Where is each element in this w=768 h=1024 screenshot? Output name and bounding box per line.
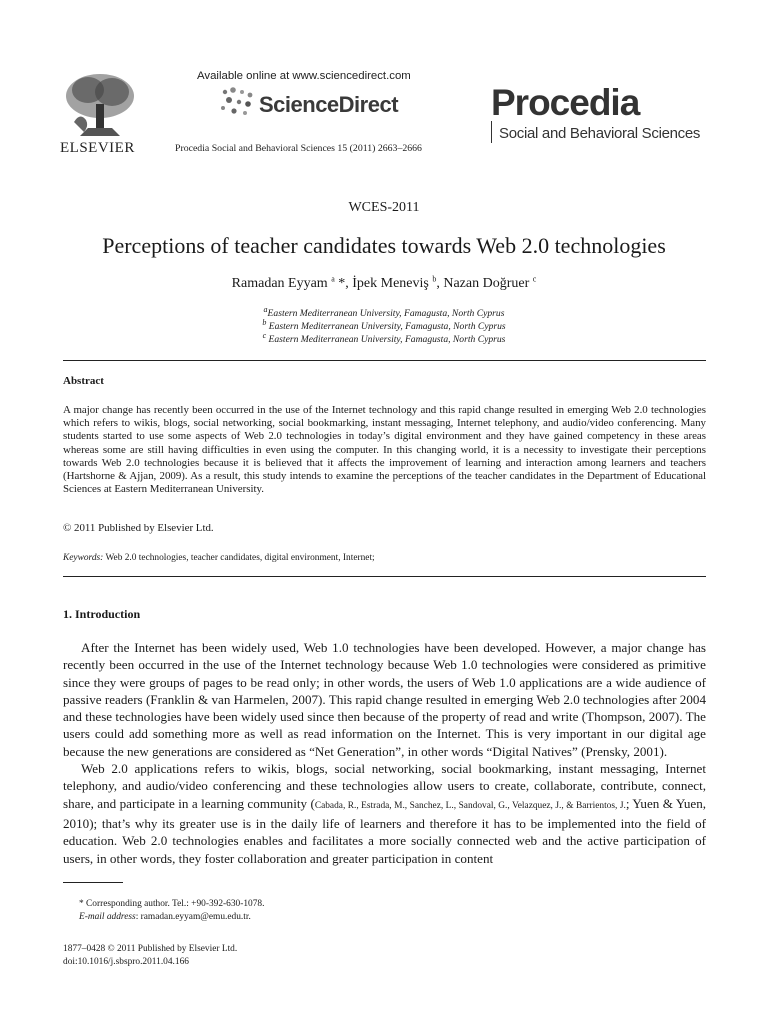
corresponding-author: * Corresponding author. Tel.: +90-392-630-1078. bbox=[79, 899, 265, 909]
keywords-label: Keywords: bbox=[63, 553, 104, 563]
author-list bbox=[0, 276, 768, 292]
keywords-text: Web 2.0 technologies, teacher candidates, digital environment, Internet; bbox=[103, 553, 375, 563]
author-corresponding-mark: *, bbox=[334, 276, 353, 291]
available-online: Available online at www.sciencedirect.com bbox=[197, 70, 411, 82]
sciencedirect-logo: ScienceDirect bbox=[259, 92, 399, 117]
abstract-heading: Abstract bbox=[63, 375, 104, 387]
paragraph: After the Internet has been widely used, Web 1.0 technologies have been developed. However, a major change has recently been occurred in the use of the Internet technology because Web 1.0 technologies were considered as primitive since they were groups of pages to be read only; in other words, the users of Web 1.0 applications are a wide audience of passive readers (Franklin & van Harmelen, 2007). This rapid change resulted in emerging Web 2.0 technologies after 2004 and these technologies have been widely used since then because of the property of read and write (Thompson, 2007). The users could add something more as well as read information on the Internet. This is very important in our digital age because the new generations are considered as “Net Generation”, in other words “Digital Natives” (Prensky, 2001). bbox=[63, 640, 706, 759]
author-affiliation-mark: a bbox=[331, 274, 335, 284]
section-body bbox=[63, 639, 706, 867]
procedia-logo: Procedia bbox=[491, 82, 640, 123]
page-footer bbox=[63, 943, 237, 969]
author-affiliation-mark: b bbox=[432, 274, 437, 284]
footnote-rule bbox=[63, 882, 123, 883]
journal-reference: Procedia Social and Behavioral Sciences 15 (2011) 2663–2666 bbox=[175, 143, 422, 154]
author-name: Ramadan Eyyam bbox=[231, 276, 332, 291]
footnote bbox=[79, 898, 264, 924]
citation: Cabada, R., Estrada, M., Sanchez, L., Sandoval, G., Velazquez, J., & Barrientos, J. bbox=[314, 800, 626, 811]
email-line bbox=[79, 911, 264, 924]
divider bbox=[63, 360, 706, 361]
affiliation-line: $^b$ Eastern Mediterranean University, Famagusta, North Cyprus bbox=[262, 317, 506, 332]
procedia-vertical-rule bbox=[491, 121, 492, 143]
author-affiliation-mark: c bbox=[532, 274, 537, 284]
affiliation-line: $^c$ Eastern Mediterranean University, Famagusta, North Cyprus bbox=[262, 330, 506, 345]
email-address: : ramadan.eyyam@emu.edu.tr. bbox=[135, 912, 251, 922]
affiliations bbox=[0, 304, 768, 346]
elsevier-tree-logo bbox=[60, 70, 140, 140]
abstract-copyright: © 2011 Published by Elsevier Ltd. bbox=[63, 522, 214, 534]
issn-line: 1877–0428 © 2011 Published by Elsevier Ltd. bbox=[63, 944, 238, 954]
elsevier-logo: ELSEVIER bbox=[60, 140, 135, 156]
procedia-subtitle: Social and Behavioral Sciences bbox=[499, 125, 701, 142]
email-label: E-mail address bbox=[79, 912, 136, 922]
abstract-text: A major change has recently been occurred in the use of the Internet technology and this rapid change resulted in emerging Web 2.0 technologies which refers to wikis, blogs, social networking, social bookmarking, instant messaging, Internet telephony, and audio/video conferencing. Many students started to use some aspects of Web 2.0 technologies in today’s digital environment and they have gained competency in these areas whereas some are still having difficulties in even using the computer. In this changing world, it is a necessity to investigate their perceptions towards Web 2.0 technologies because it is believed that it affects the improvement of learning and interaction among learners and teachers (Hartshorne & Ajjan, 2009). As a result, this study intends to examine the perceptions of the teacher candidates in the Department of Educational Sciences at Eastern Mediterranean University. bbox=[63, 404, 706, 496]
paper-title: Perceptions of teacher candidates towards Web 2.0 technologies bbox=[102, 233, 666, 258]
author-separator: , bbox=[436, 276, 444, 291]
author-name: Nazan Doğruer bbox=[443, 276, 533, 291]
divider bbox=[63, 576, 706, 577]
conference-name: WCES-2011 bbox=[348, 200, 420, 215]
doi-line: doi:10.1016/j.sbspro.2011.04.166 bbox=[63, 957, 189, 967]
sciencedirect-dots-icon bbox=[217, 86, 257, 118]
section-heading: 1. Introduction bbox=[63, 607, 141, 621]
author-name: İpek Meneviş bbox=[352, 276, 433, 291]
paragraph: Web 2.0 applications refers to wikis, blogs, social networking, social bookmarking, instant messaging, Internet telephony, and audio/video conferencing and these technologies allow users to create, collaborate, contribute, connect, share, and participate in a learning community (Cabada, R., Estrada, M., Sanchez, L., Sandoval, G., Velazquez, J., & Barrientos, J.; Yuen & Yuen, 2010); that’s why its greater use is in the daily life of learners and therefore it has to be implemented into the field of education. Web 2.0 technologies enables and facilitates a more socially connected web and the active participation of users, in other words, they foster collaboration and greater participation in content bbox=[63, 761, 707, 866]
keywords bbox=[63, 553, 375, 563]
affiliation-line: $^a$Eastern Mediterranean University, Famagusta, North Cyprus bbox=[263, 304, 505, 319]
